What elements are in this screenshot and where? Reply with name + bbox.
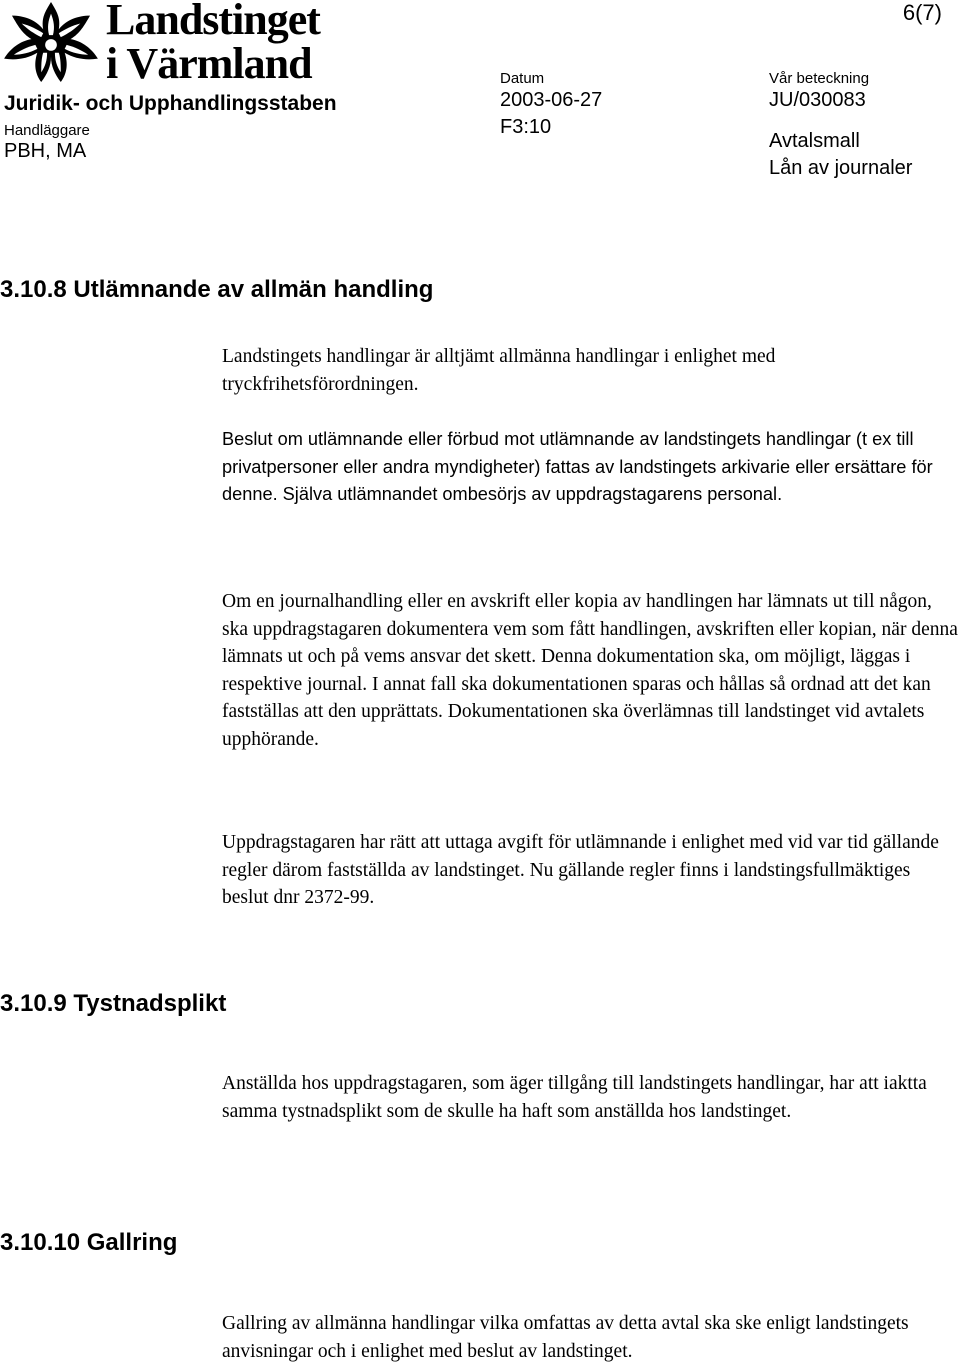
section-heading: 3.10.8 Utlämnande av allmän handling: [0, 276, 434, 303]
logo-wordmark-line1: Landstinget: [106, 0, 320, 44]
logo-wordmark-line2: i Värmland: [106, 39, 312, 88]
reference-label: Vår beteckning: [769, 70, 870, 87]
department-name: Juridik- och Upphandlingsstaben: [4, 92, 337, 115]
document-type: Avtalsmall: [769, 130, 860, 152]
paragraph: Uppdragstagaren har rätt att uttaga avgift för utlämnande i enlighet med vid var tid gällande regler därom fastställda av landstinget. Nu gällande regler finns i landstingsfullmäktiges beslut dnr 2372-99.: [222, 832, 939, 908]
date-value: 2003-06-27: [500, 89, 603, 111]
handler-value: PBH, MA: [4, 140, 87, 162]
paragraph: Om en journalhandling eller en avskrift eller kopia av handlingen har lämnats ut till någon, ska uppdragstagaren dokumentera vem som fått handlingen, avskriften eller kopian, när denna lämnats ut och på vems ansvar det skett. Denna dokumentation ska, om möjligt, läggas i respektive journal. I annat fall ska dokumentationen sparas och hållas så ordnad att det kan fastställas att den upprättats. Dokumentationen ska överlämnas till landstinget vid avtalets upphörande.: [222, 591, 958, 750]
section-reference: F3:10: [500, 116, 552, 138]
handler-label: Handläggare: [4, 122, 90, 139]
paragraph: Landstingets handlingar är alltjämt allmänna handlingar i enlighet med tryckfrihetsförordningen.: [222, 346, 776, 395]
section-heading: 3.10.10 Gallring: [0, 1229, 178, 1256]
page-number: 6(7): [902, 0, 942, 25]
section-heading: 3.10.9 Tystnadsplikt: [0, 990, 227, 1017]
date-label: Datum: [500, 70, 545, 87]
reference-value: JU/030083: [769, 89, 866, 111]
paragraph: Anställda hos uppdragstagaren, som äger tillgång till landstingets handlingar, har att iaktta samma tystnadsplikt som de skulle ha haft som anställda hos landstinget.: [222, 1073, 927, 1122]
landstinget-logo-icon: [2, 0, 100, 84]
paragraph: Gallring av allmänna handlingar vilka omfattas av detta avtal ska ske enligt landstingets anvisningar och i enlighet med beslut av landstinget.: [222, 1313, 909, 1362]
paragraph: Beslut om utlämnande eller förbud mot utlämnande av landstingets handlingar (t ex till privatpersoner eller andra myndigheter) fattas av landstingets arkivarie eller ersättare för denne. Själva utlämnandet ombesörjs av uppdragstagarens personal.: [222, 429, 933, 504]
document-title: Lån av journaler: [769, 157, 913, 179]
